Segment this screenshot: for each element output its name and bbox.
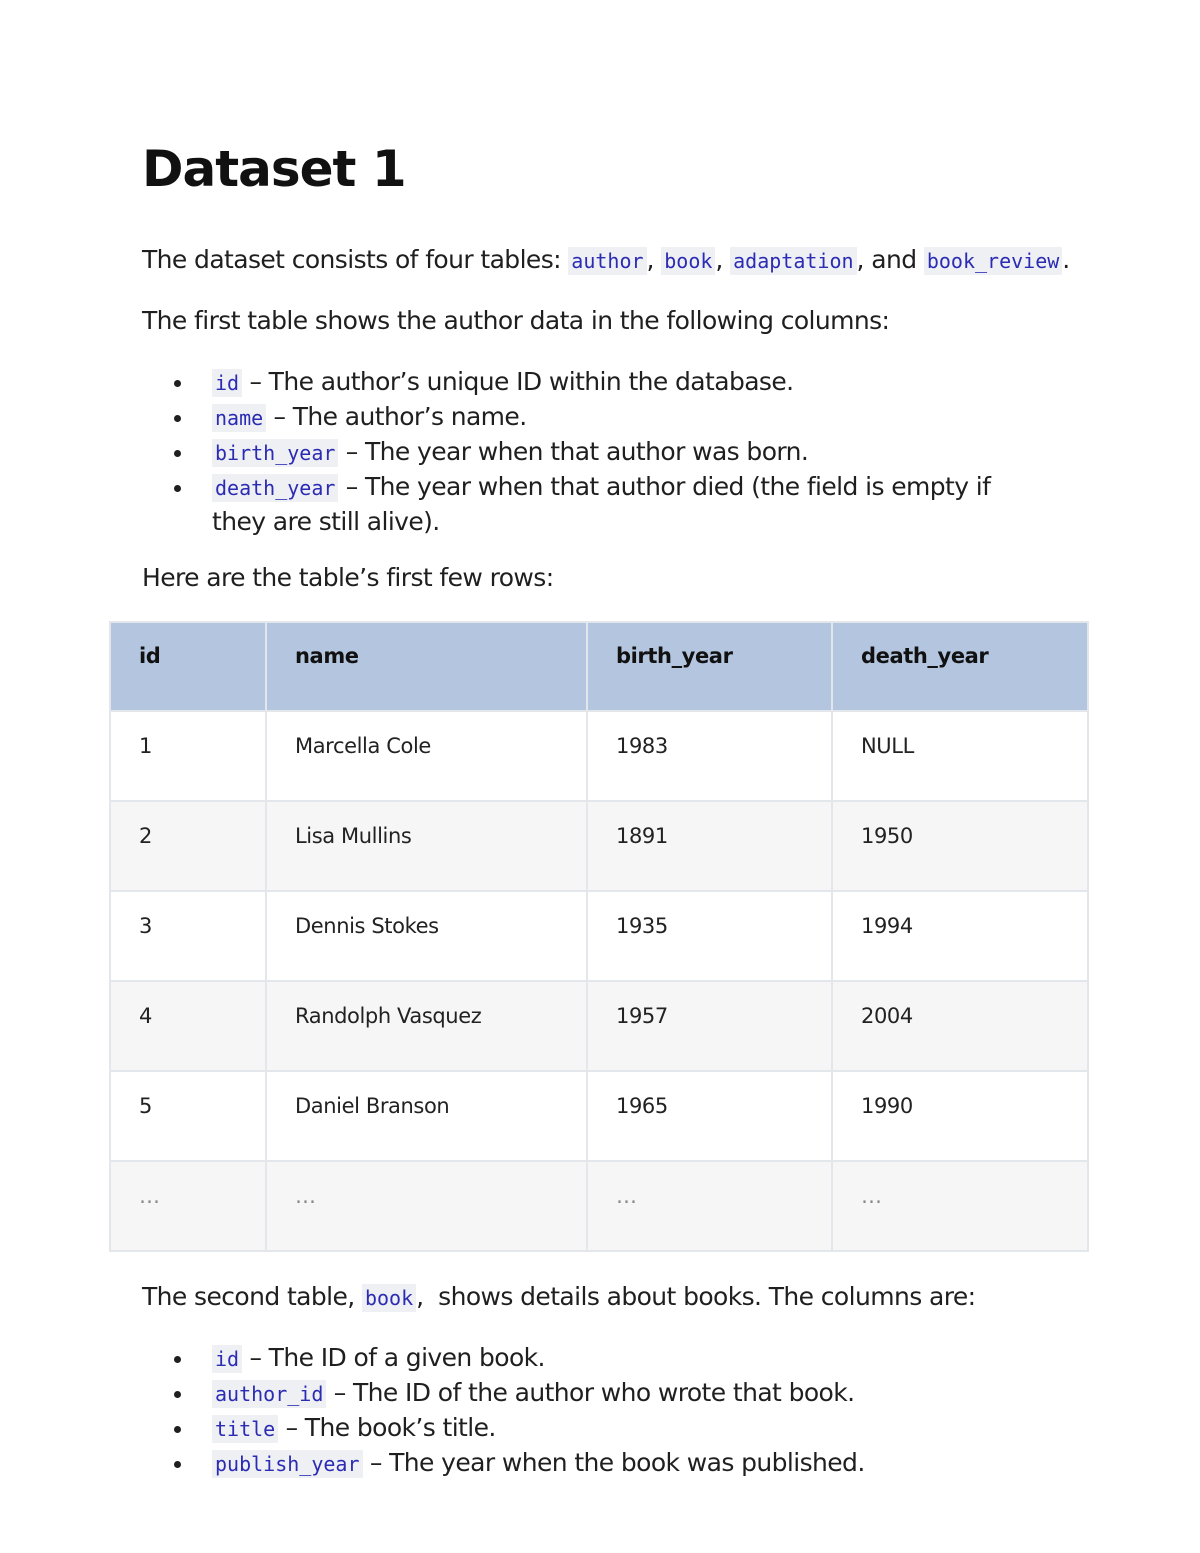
list-item <box>142 400 1042 435</box>
table-cell: 1950 <box>832 801 1088 891</box>
list-item <box>142 1411 1042 1446</box>
bullet-icon <box>174 450 181 457</box>
table-cell: 1983 <box>587 711 832 801</box>
column-description: – The ID of a given book. <box>242 1343 545 1372</box>
table-cell: 4 <box>110 981 266 1071</box>
table-cell: NULL <box>832 711 1088 801</box>
list-item <box>142 1341 1042 1376</box>
bullet-icon <box>174 1356 181 1363</box>
intro-text: The second table, <box>142 1282 362 1311</box>
column-code: id <box>212 369 242 397</box>
bullet-icon <box>174 485 181 492</box>
table-cell: 1994 <box>832 891 1088 981</box>
list-item <box>142 1446 1042 1481</box>
book-columns-list <box>142 1341 1042 1481</box>
table-cell: Daniel Branson <box>266 1071 587 1161</box>
first-table-intro: The first table shows the author data in the following columns: <box>142 306 890 335</box>
table-cell: 1965 <box>587 1071 832 1161</box>
bullet-icon <box>174 415 181 422</box>
column-code: birth_year <box>212 439 338 467</box>
column-code: title <box>212 1415 278 1443</box>
table-header-row <box>110 622 1088 711</box>
column-code: name <box>212 404 266 432</box>
author-columns-list <box>142 365 1042 539</box>
column-header-id: id <box>110 622 266 711</box>
list-item <box>142 435 1042 470</box>
table-name-book: book <box>362 1284 416 1312</box>
table-cell: 5 <box>110 1071 266 1161</box>
list-item <box>142 365 1042 400</box>
table-cell: 2004 <box>832 981 1088 1071</box>
separator: , <box>715 245 731 274</box>
table-name-book: book <box>661 247 715 275</box>
separator: , and <box>856 245 924 274</box>
table-cell: … <box>832 1161 1088 1251</box>
table-cell: … <box>587 1161 832 1251</box>
table-row <box>110 981 1088 1071</box>
table-row <box>110 1071 1088 1161</box>
table-cell: 1 <box>110 711 266 801</box>
table-cell: Randolph Vasquez <box>266 981 587 1071</box>
bullet-icon <box>174 1426 181 1433</box>
table-name-adaptation: adaptation <box>730 247 856 275</box>
column-code: publish_year <box>212 1450 363 1478</box>
bullet-icon <box>174 1391 181 1398</box>
column-description: – The ID of the author who wrote that book. <box>326 1378 855 1407</box>
column-description: – The book’s title. <box>278 1413 496 1442</box>
table-cell: 2 <box>110 801 266 891</box>
separator: , <box>646 245 662 274</box>
list-item <box>142 1376 1042 1411</box>
column-code: death_year <box>212 474 338 502</box>
second-table-intro <box>142 1280 975 1315</box>
column-description: – The year when that author was born. <box>338 437 809 466</box>
table-row <box>110 711 1088 801</box>
column-header-name: name <box>266 622 587 711</box>
table-cell: Lisa Mullins <box>266 801 587 891</box>
column-header-death-year: death_year <box>832 622 1088 711</box>
table-name-author: author <box>568 247 646 275</box>
author-table <box>109 621 1089 1252</box>
table-name-book-review: book_review <box>924 247 1062 275</box>
column-description: – The year when that author died (the field is empty if they are still alive). <box>212 472 991 536</box>
bullet-icon <box>174 380 181 387</box>
table-cell: 1990 <box>832 1071 1088 1161</box>
table-cell: Dennis Stokes <box>266 891 587 981</box>
column-description: – The year when the book was published. <box>362 1448 865 1477</box>
page-title: Dataset 1 <box>142 140 406 198</box>
column-description: – The author’s unique ID within the database. <box>242 367 794 396</box>
column-header-birth-year: birth_year <box>587 622 832 711</box>
table-cell: Marcella Cole <box>266 711 587 801</box>
table-cell: 1891 <box>587 801 832 891</box>
period: . <box>1062 245 1070 274</box>
table-cell: 1957 <box>587 981 832 1071</box>
intro-text: The dataset consists of four tables: <box>142 245 569 274</box>
table-row <box>110 891 1088 981</box>
column-description: – The author’s name. <box>266 402 527 431</box>
table-row-ellipsis <box>110 1161 1088 1251</box>
list-item <box>142 470 1042 539</box>
table-cell: … <box>266 1161 587 1251</box>
bullet-icon <box>174 1461 181 1468</box>
table-cell: … <box>110 1161 266 1251</box>
table-row <box>110 801 1088 891</box>
rows-intro: Here are the table’s first few rows: <box>142 563 554 592</box>
intro-text: , shows details about books. The columns are: <box>416 1282 976 1311</box>
table-cell: 1935 <box>587 891 832 981</box>
column-code: author_id <box>212 1380 326 1408</box>
table-cell: 3 <box>110 891 266 981</box>
column-code: id <box>212 1345 242 1373</box>
dataset-intro-paragraph <box>142 243 1070 278</box>
